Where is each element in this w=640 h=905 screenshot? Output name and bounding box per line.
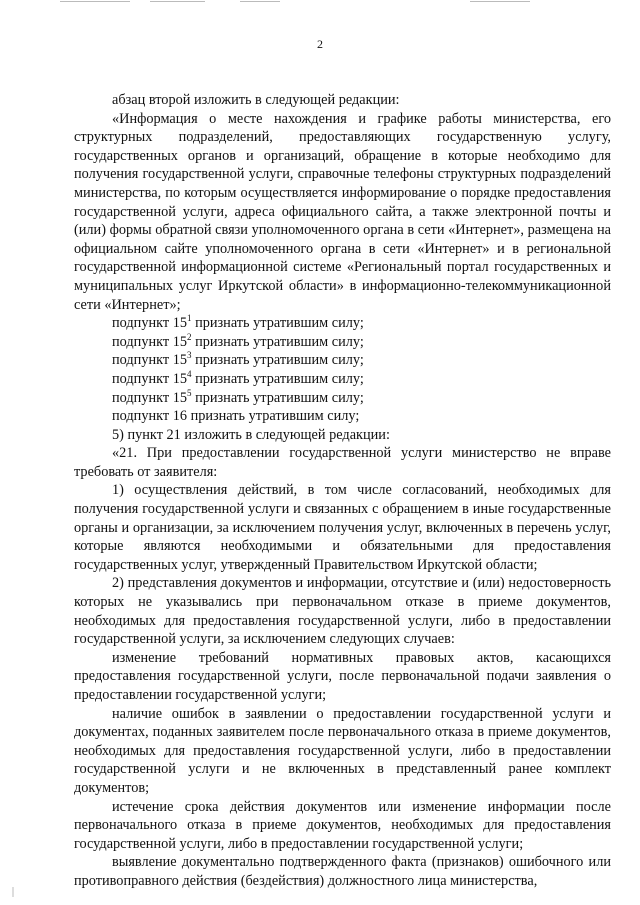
paragraph-subitem-1: 1) осуществления действий, в том числе согласований, необходимых для получения государственной услуги и связанных с обращением в иные государственные органы и организации, за исключением получения услуг, включенных в перечень услуг, которые являются необходимыми и обязательными для предоставления государственных услуг, утвержденный Правительством Иркутской области; <box>74 482 611 573</box>
scan-mark <box>12 887 14 897</box>
document-body <box>74 91 611 891</box>
subitem-15-3: подпункт $15^3$ признать утратившим силу; <box>112 350 364 369</box>
subitem-15-1: подпункт $15^1$ признать утратившим силу; <box>112 313 364 332</box>
page-number: 2 <box>317 37 323 51</box>
paragraph-case-errors: наличие ошибок в заявлении о предоставлении государственной услуги и документах, поданных заявителем после первоначального отказа в приеме документов, необходимых для предоставления государственной услуги, либо в предоставлении государственной услуги и не включенных в представленный ранее комплект документов; <box>74 705 611 796</box>
paragraph-subitem-2: 2) представления документов и информации, отсутствие и (или) недостоверность которых не указывались при первоначальном отказе в приеме документов, необходимых для предоставления государственной услуги, либо в предоставлении государственной услуги, за исключением следующих случаев: <box>74 575 611 648</box>
paragraph-item-5: 5) пункт 21 изложить в следующей редакции: <box>112 426 390 443</box>
paragraph-case-misconduct: выявление документально подтвержденного факта (признаков) ошибочного или противоправного действия (бездействия) должностного лица министерства, <box>74 854 611 889</box>
subitem-15-4: подпункт $15^4$ признать утратившим силу; <box>112 369 364 387</box>
subitem-16: подпункт 16 признать утратившим силу; <box>112 408 360 425</box>
paragraph-information-quote: «Информация о месте нахождения и графике работы министерства, его структурных подразделений, предоставляющих государственную услугу, государственных органов и организаций, обращение в которые необходимо для получения государственной услуги, справочные телефоны структурных подразделений министерства, по которым осуществляется информирование о порядке предоставления государственной услуги, адреса официального сайта, а также электронной почты и (или) формы обратной связи уполномоченного органа в сети «Интернет», размещена на официальном сайте уполномоченного органа в сети «Интернет» и в региональной государственной информационной системе «Региональный портал государственных и муниципальных услуг Иркутской области» в информационно-телекоммуникационной сети «Интернет»; <box>74 110 611 313</box>
paragraph-intro: абзац второй изложить в следующей редакции: <box>112 92 400 108</box>
paragraph-case-requirements-change: изменение требований нормативных правовых актов, касающихся предоставления государственной услуги, после первоначальной подачи заявления о предоставлении государственной услуги; <box>74 649 611 703</box>
subitem-15-5: подпункт $15^5$ признать утратившим силу; <box>112 387 364 406</box>
subitem-15-2: подпункт $15^2$ признать утратившим силу; <box>112 331 364 350</box>
paragraph-item-21: «21. При предоставлении государственной услуги министерство не вправе требовать от заявителя: <box>74 445 611 480</box>
paragraph-case-expiry: истечение срока действия документов или изменение информации после первоначального отказа в приеме документов, необходимых для предоставления государственной услуги, либо в предоставлении государственной услуги; <box>74 798 611 852</box>
scan-top-edge <box>0 0 640 3</box>
